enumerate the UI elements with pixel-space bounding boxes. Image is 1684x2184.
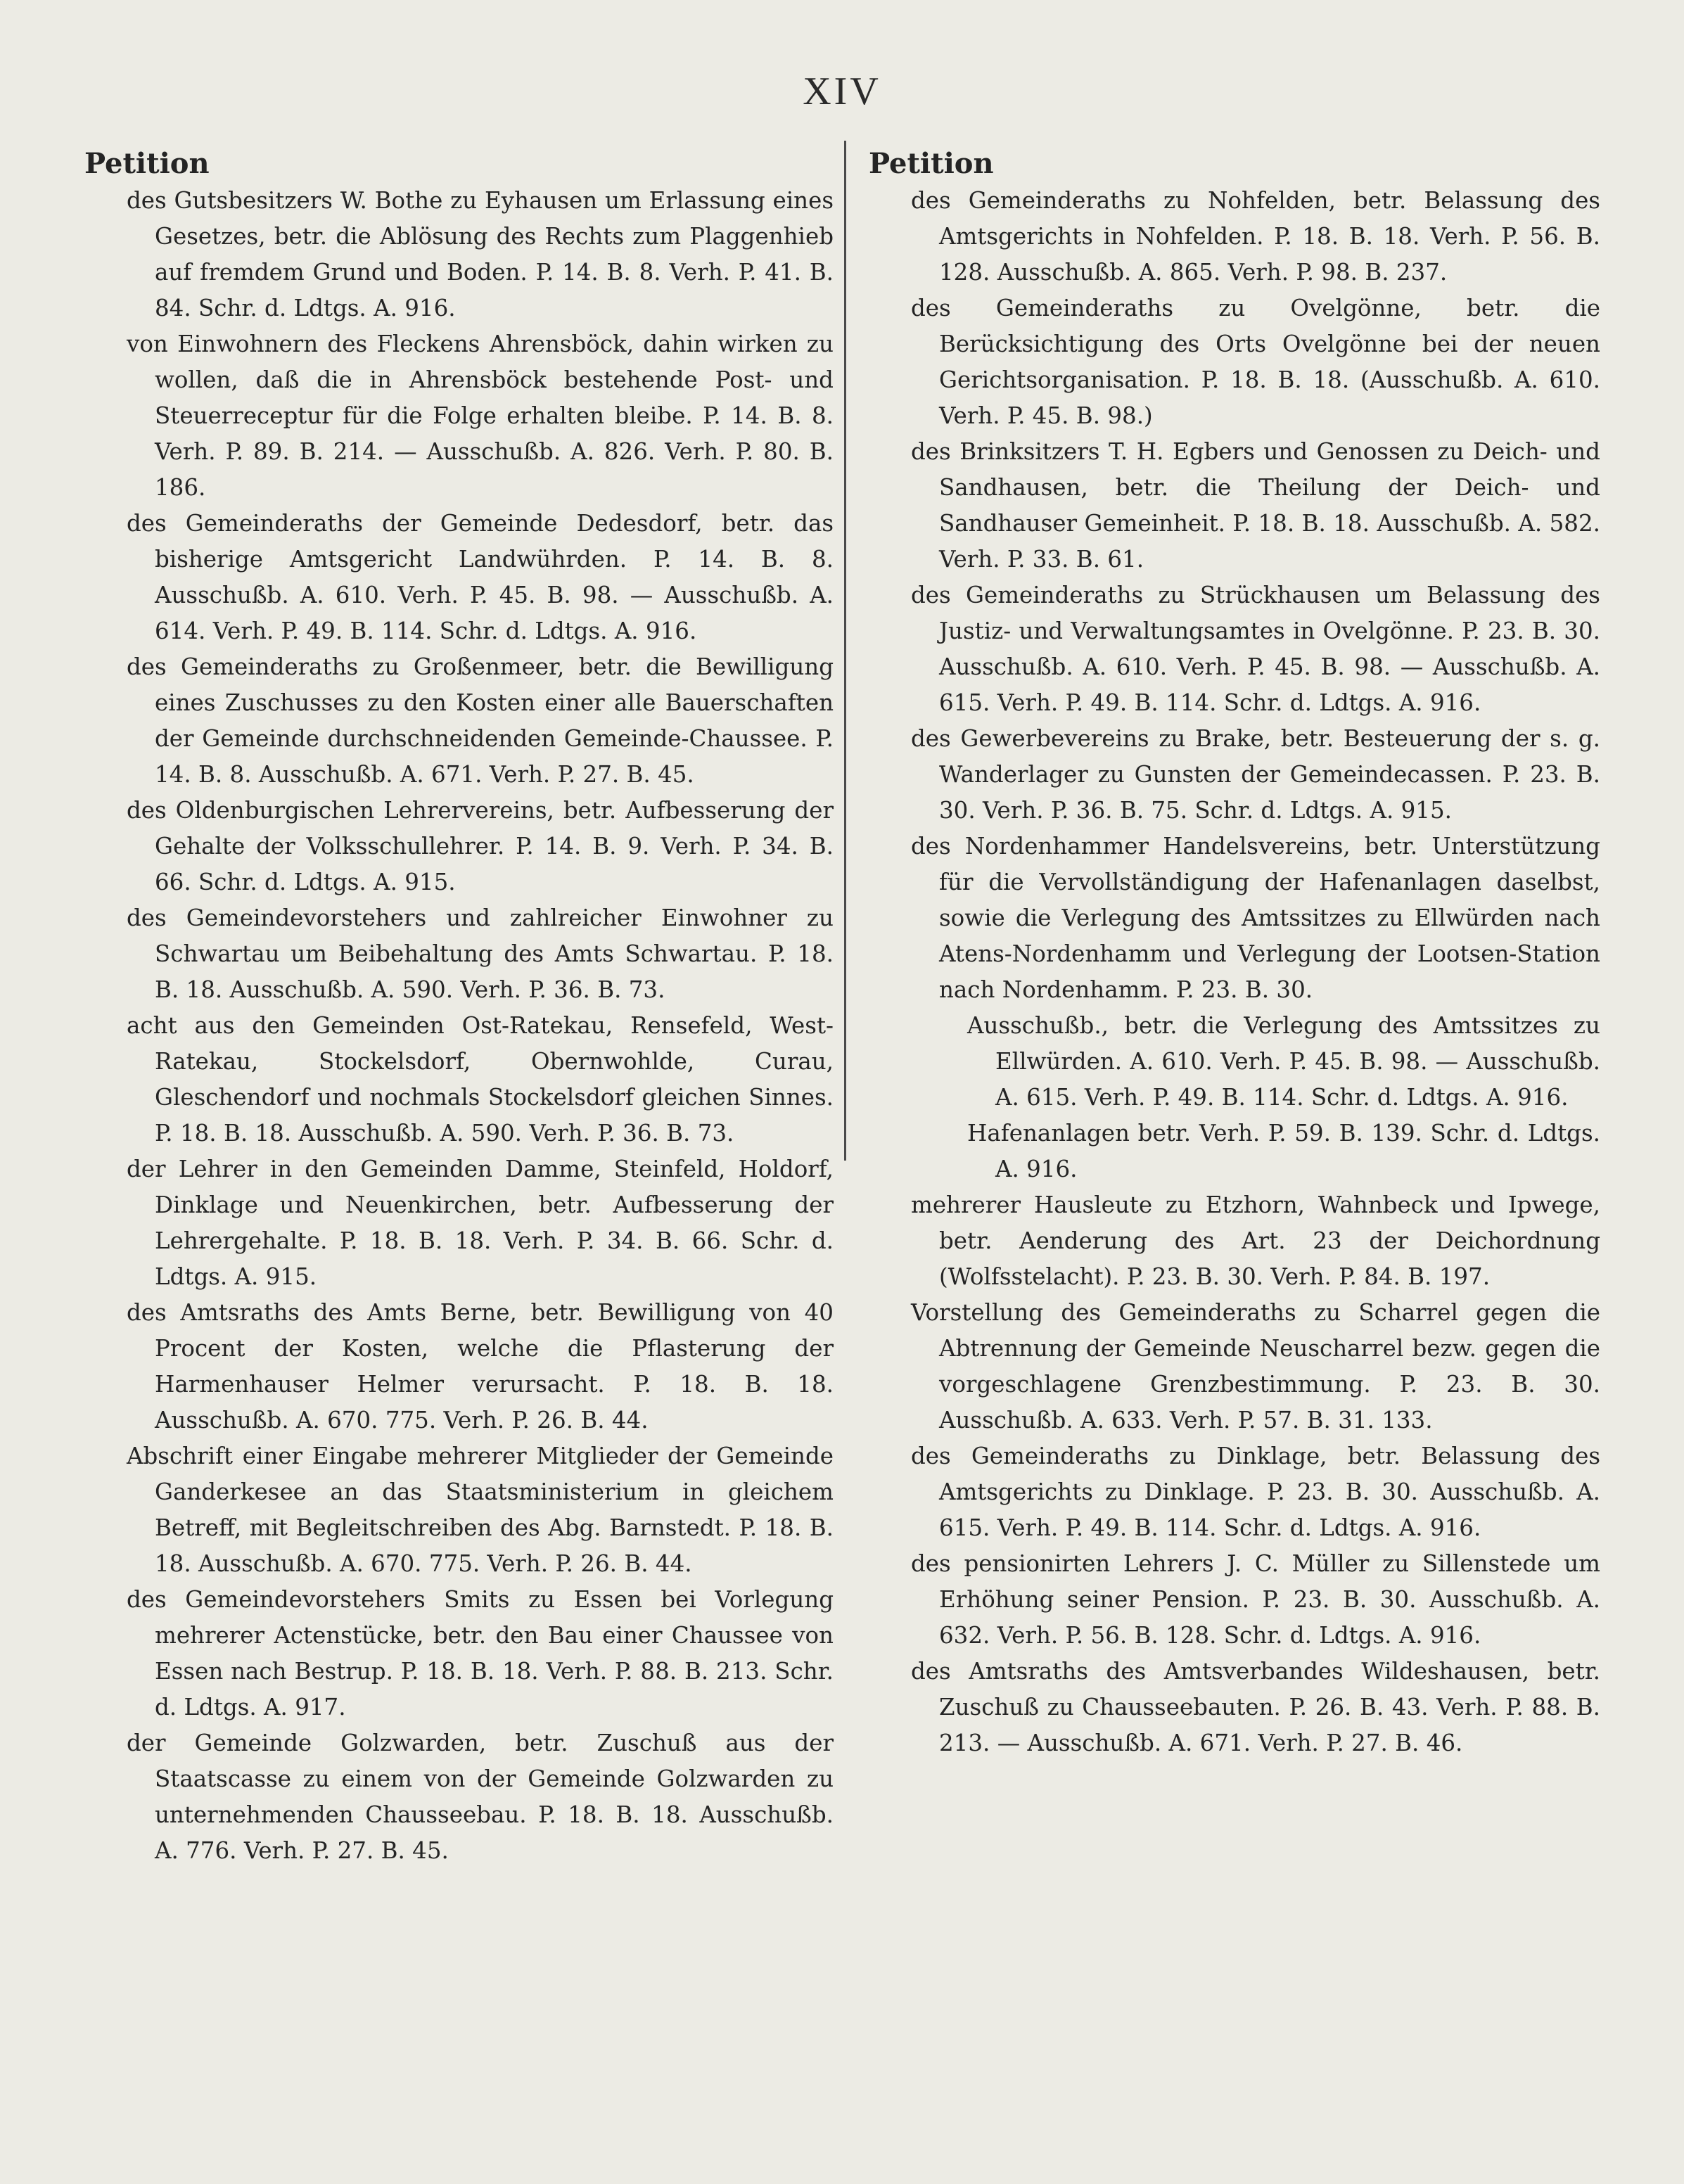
index-entry: Vorstellung des Gemeinderaths zu Scharrel gegen die Abtrennung der Gemeinde Neuscharrel bezw. gegen die vorgeschlagene Grenzbestimmung. P. 23. B. 30. Ausschußb. A. 633. Verh. P. 57. B. 31. 133. <box>911 1299 1600 1433</box>
column-divider <box>844 141 846 1161</box>
index-entry: des Nordenhammer Handelsvereins, betr. Unterstützung für die Vervollständigung der Hafenanlagen daselbst, sowie die Verlegung des Amtssitzes zu Ellwürden nach Atens-Nordenhamm und Verlegung der Lootsen-Station nach Nordenhamm. P. 23. B. 30. <box>911 833 1600 1003</box>
index-sub-entry: Ausschußb., betr. die Verlegung des Amtssitzes zu Ellwürden. A. 610. Verh. P. 45. B. 98. — Ausschußb. A. 615. Verh. P. 49. B. 114. Schr. d. Ldtgs. A. 916. <box>967 1012 1600 1111</box>
right-column-heading: Petition <box>869 147 994 180</box>
index-entry: der Gemeinde Golzwarden, betr. Zuschuß aus der Staatscasse zu einem von der Gemeinde Golzwarden zu unternehmenden Chausseebau. P. 18. B. 18. Ausschußb. A. 776. Verh. P. 27. B. 45. <box>127 1730 834 1864</box>
index-entry: des Gemeinderaths der Gemeinde Dedesdorf, betr. das bisherige Amtsgericht Landwührden. P. 14. B. 8. Ausschußb. A. 610. Verh. P. 45. B. 98. — Ausschußb. A. 614. Verh. P. 49. B. 114. Schr. d. Ldtgs. A. 916. <box>127 510 834 644</box>
page-number: XIV <box>803 70 881 113</box>
left-column-heading: Petition <box>84 147 210 180</box>
right-column <box>869 145 1600 1761</box>
index-entry: des Gemeinderaths zu Strückhausen um Belassung des Justiz- und Verwaltungsamtes in Ovelgönne. P. 23. B. 30. Ausschußb. A. 610. Verh. P. 45. B. 98. — Ausschußb. A. 615. Verh. P. 49. B. 114. Schr. d. Ldtgs. A. 916. <box>911 582 1600 716</box>
right-sub-entry-list <box>869 1008 1600 1187</box>
index-entry: des Gemeinderaths zu Großenmeer, betr. die Bewilligung eines Zuschusses zu den Kosten einer alle Bauerschaften der Gemeinde durchschneidenden Gemeinde-Chaussee. P. 14. B. 8. Ausschußb. A. 671. Verh. P. 27. B. 45. <box>127 653 834 788</box>
index-entry: des Brinksitzers T. H. Egbers und Genossen zu Deich- und Sandhausen, betr. die Theilung der Deich- und Sandhauser Gemeinheit. P. 18. B. 18. Ausschußb. A. 582. Verh. P. 33. B. 61. <box>911 438 1600 573</box>
index-entry: des pensionirten Lehrers J. C. Müller zu Sillenstede um Erhöhung seiner Pension. P. 23. B. 30. Ausschußb. A. 632. Verh. P. 56. B. 128. Schr. d. Ldtgs. A. 916. <box>911 1550 1600 1649</box>
index-entry: des Gewerbevereins zu Brake, betr. Besteuerung der s. g. Wanderlager zu Gunsten der Gemeindecassen. P. 23. B. 30. Verh. P. 36. B. 75. Schr. d. Ldtgs. A. 915. <box>911 725 1600 824</box>
left-entry-list <box>84 183 834 1869</box>
index-entry: acht aus den Gemeinden Ost-Ratekau, Rensefeld, West-Ratekau, Stockelsdorf, Obernwohlde, Curau, Gleschendorf und nochmals Stockelsdorf gleichen Sinnes. P. 18. B. 18. Ausschußb. A. 590. Verh. P. 36. B. 73. <box>127 1012 834 1147</box>
index-entry: des Gemeinderaths zu Ovelgönne, betr. die Berücksichtigung des Orts Ovelgönne bei der neuen Gerichtsorganisation. P. 18. B. 18. (Ausschußb. A. 610. Verh. P. 45. B. 98.) <box>911 295 1600 429</box>
index-sub-entry: Hafenanlagen betr. Verh. P. 59. B. 139. Schr. d. Ldtgs. A. 916. <box>967 1120 1600 1182</box>
index-entry: des Amtsraths des Amts Berne, betr. Bewilligung von 40 Procent der Kosten, welche die Pflasterung der Harmenhauser Helmer verursacht. P. 18. B. 18. Ausschußb. A. 670. 775. Verh. P. 26. B. 44. <box>127 1299 834 1433</box>
index-entry: der Lehrer in den Gemeinden Damme, Steinfeld, Holdorf, Dinklage und Neuenkirchen, betr. Aufbesserung der Lehrergehalte. P. 18. B. 18. Verh. P. 34. B. 66. Schr. d. Ldtgs. A. 915. <box>127 1156 834 1290</box>
index-entry: des Gemeinderaths zu Dinklage, betr. Belassung des Amtsgerichts zu Dinklage. P. 23. B. 30. Ausschußb. A. 615. Verh. P. 49. B. 114. Schr. d. Ldtgs. A. 916. <box>911 1443 1600 1541</box>
index-entry: des Gemeinderaths zu Nohfelden, betr. Belassung des Amtsgerichts in Nohfelden. P. 18. B. 18. Verh. P. 56. B. 128. Ausschußb. A. 865. Verh. P. 98. B. 237. <box>911 187 1600 286</box>
index-entry: des Gemeindevorstehers und zahlreicher Einwohner zu Schwartau um Beibehaltung des Amts Schwartau. P. 18. B. 18. Ausschußb. A. 590. Verh. P. 36. B. 73. <box>127 905 834 1003</box>
index-entry: des Oldenburgischen Lehrervereins, betr. Aufbesserung der Gehalte der Volksschullehrer. P. 14. B. 9. Verh. P. 34. B. 66. Schr. d. Ldtgs. A. 915. <box>127 797 834 895</box>
index-entry: mehrerer Hausleute zu Etzhorn, Wahnbeck und Ipwege, betr. Aenderung des Art. 23 der Deichordnung (Wolfsstelacht). P. 23. B. 30. Verh. P. 84. B. 197. <box>911 1192 1600 1290</box>
right-entry-list-continued <box>869 1187 1600 1761</box>
right-entry-list <box>869 183 1600 1008</box>
index-entry: des Gemeindevorstehers Smits zu Essen bei Vorlegung mehrerer Actenstücke, betr. den Bau einer Chaussee von Essen nach Bestrup. P. 18. B. 18. Verh. P. 88. B. 213. Schr. d. Ldtgs. A. 917. <box>127 1586 834 1720</box>
index-entry: von Einwohnern des Fleckens Ahrensböck, dahin wirken zu wollen, daß die in Ahrensböck bestehende Post- und Steuerreceptur für die Folge erhalten bleibe. P. 14. B. 8. Verh. P. 89. B. 214. — Ausschußb. A. 826. Verh. P. 80. B. 186. <box>127 331 834 501</box>
index-entry: des Amtsraths des Amtsverbandes Wildeshausen, betr. Zuschuß zu Chausseebauten. P. 26. B. 43. Verh. P. 88. B. 213. — Ausschußb. A. 671. Verh. P. 27. B. 46. <box>911 1658 1600 1756</box>
index-entry: des Gutsbesitzers W. Bothe zu Eyhausen um Erlassung eines Gesetzes, betr. die Ablösung des Rechts zum Plaggenhieb auf fremdem Grund und Boden. P. 14. B. 8. Verh. P. 41. B. 84. Schr. d. Ldtgs. A. 916. <box>127 187 834 321</box>
index-entry: Abschrift einer Eingabe mehrerer Mitglieder der Gemeinde Ganderkesee an das Staatsministerium in gleichem Betreff, mit Begleitschreiben des Abg. Barnstedt. P. 18. B. 18. Ausschußb. A. 670. 775. Verh. P. 26. B. 44. <box>127 1443 834 1577</box>
left-column <box>84 145 834 1869</box>
